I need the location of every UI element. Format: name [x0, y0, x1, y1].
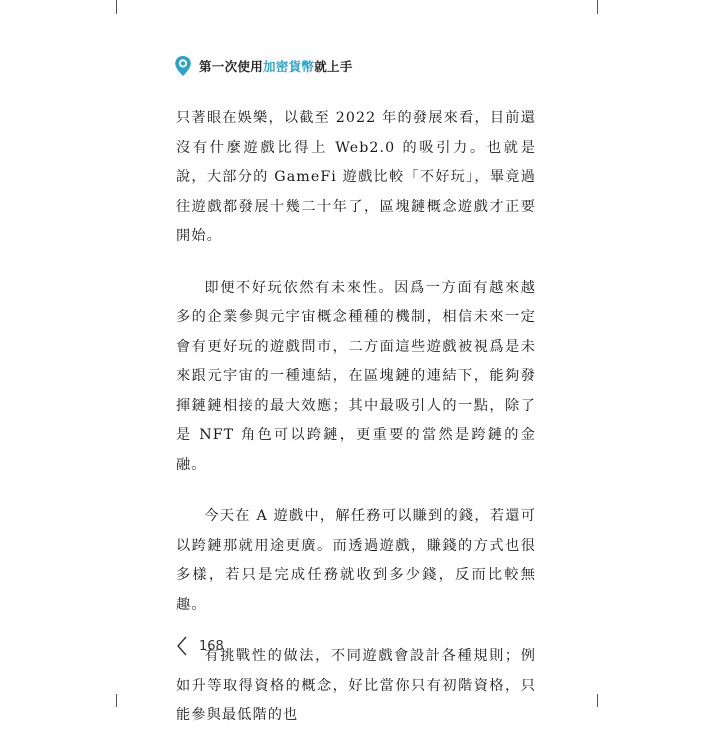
page-number: 168: [199, 638, 224, 654]
paragraph-2: 即便不好玩依然有未來性。因爲一方面有越來越多的企業參與元宇宙概念種種的機制，相信未來一定會有更好玩的遊戲問市，二方面這些遊戲被視爲是未來跟元宇宙的一種連結，在區塊鏈的連結下，能夠發揮鏈鏈相接的最大效應；其中最吸引人的一點，除了是 NFT 角色可以跨鏈，更重要的當然是跨鏈的金融。: [176, 279, 536, 473]
running-header: [174, 55, 353, 77]
crop-mark-top-right: [597, 0, 598, 14]
book-title-prefix: 第一次使用: [199, 59, 264, 74]
chevron-left-icon: [175, 635, 189, 657]
crop-mark-bottom-right: [597, 694, 598, 707]
page-footer: [175, 634, 224, 658]
body-text: [176, 104, 536, 753]
crop-mark-top-left: [116, 0, 117, 14]
book-title-accent: 加密貨幣: [263, 59, 315, 74]
crop-mark-bottom-left: [116, 694, 117, 707]
map-pin-icon: [174, 55, 192, 77]
paragraph-3: 今天在 A 遊戲中，解任務可以賺到的錢，若還可以跨鏈那就用途更廣。而透過遊戲，賺錢的方式也很多樣，若只是完成任務就收到多少錢，反而比較無趣。: [176, 508, 536, 613]
paragraph-1: 只著眼在娛樂，以截至 2022 年的發展來看，目前還沒有什麼遊戲比得上 Web2.0 的吸引力。也就是說，大部分的 GameFi 遊戲比較「不好玩」，畢竟過往遊戲都發展十幾二十年了，區塊鏈概念遊戲才正要開始。: [176, 110, 536, 244]
book-title: [199, 57, 353, 75]
book-title-suffix: 就上手: [314, 59, 353, 74]
paragraph-4: 有挑戰性的做法，不同遊戲會設計各種規則；例如升等取得資格的概念，好比當你只有初階資格，只能參與最低階的也: [176, 648, 536, 723]
